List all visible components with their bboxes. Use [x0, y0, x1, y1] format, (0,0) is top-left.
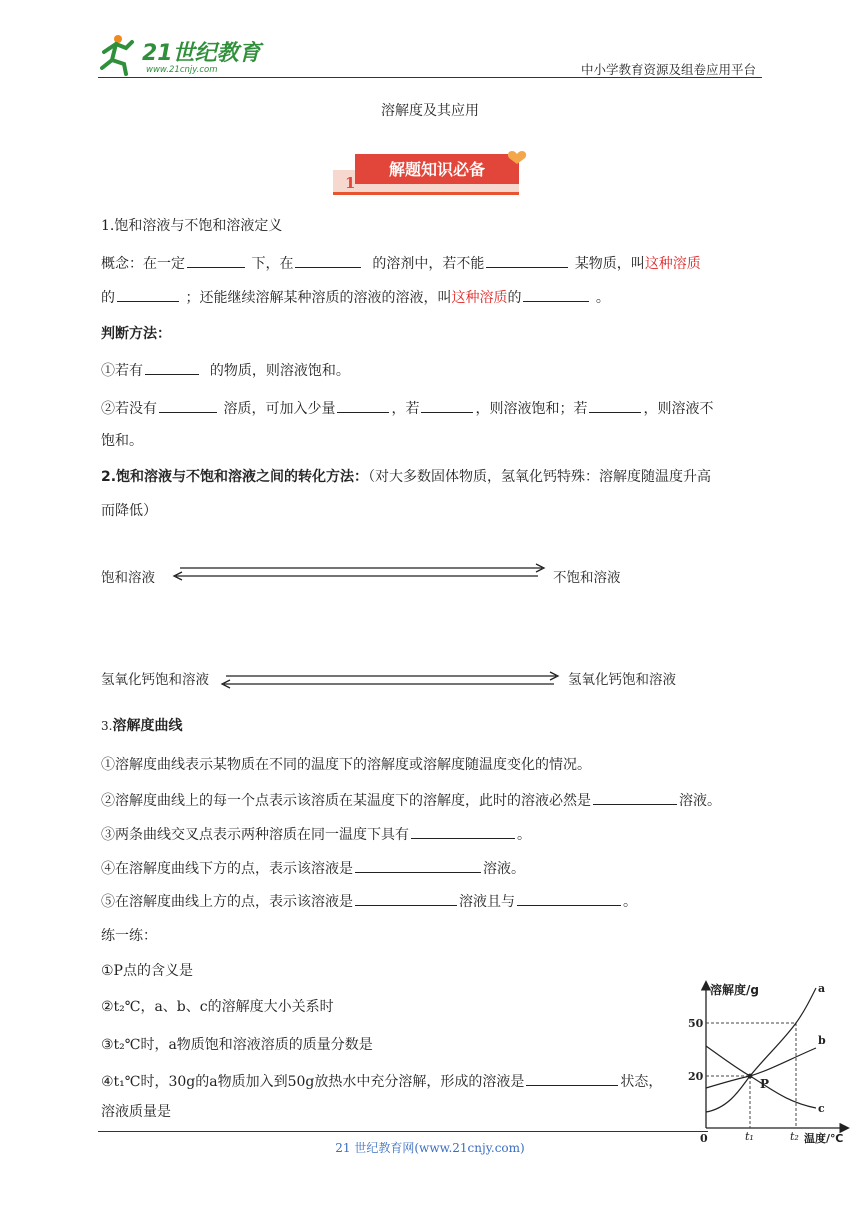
s3-question-4: ④t₁℃时，30g的a物质加入到50g放热水中充分溶解，形成的溶液是 状态，: [101, 1070, 662, 1093]
logo-text: 21世纪教育: [142, 41, 261, 66]
s2-caoh2-left-label: 氢氧化钙饱和溶液: [101, 672, 209, 688]
runner-icon: [102, 35, 132, 74]
s3-item-3: ③两条曲线交叉点表示两种溶质在同一温度下具有 。: [101, 823, 531, 846]
x-tick-t1: t₁: [745, 1130, 754, 1143]
s1-concept-line2: 的 ；还能继续溶解某种溶质的溶液的溶液，叫这种溶质的 。: [101, 286, 610, 309]
s3-practice-label: 练一练：: [101, 928, 157, 944]
header-divider: [98, 77, 762, 78]
s2-heading-cont: 而降低）: [101, 503, 157, 519]
s2-saturated-label: 饱和溶液: [101, 570, 155, 586]
s1-method-1: ①若有 的物质，则溶液饱和。: [101, 359, 350, 382]
s3-item-4: ④在溶解度曲线下方的点，表示该溶液是 溶液。: [101, 857, 525, 880]
page-title: 溶解度及其应用: [381, 103, 479, 119]
section-banner: [333, 148, 529, 198]
banner-number: 1: [345, 174, 356, 192]
s1-method-2: ②若没有 溶质，可加入少量 ，若 ，则溶液饱和；若 ，则溶液不: [101, 397, 713, 420]
s1-method-heading: 判断方法：: [101, 326, 171, 342]
s3-question-1: ①P点的含义是: [101, 963, 193, 979]
y-tick-20: 20: [688, 1070, 704, 1083]
footer-divider: [98, 1131, 708, 1132]
s3-question-2: ②t₂℃，a、b、c的溶解度大小关系时: [101, 999, 334, 1015]
s2-caoh2-right-label: 氢氧化钙饱和溶液: [568, 672, 676, 688]
s2-unsaturated-label: 不饱和溶液: [553, 570, 621, 586]
s2-heading: 2.饱和溶液与不饱和溶液之间的转化方法：（对大多数固体物质，氢氧化钙特殊：溶解度随温度升高: [101, 469, 712, 485]
footer-text: 21 世纪教育网(www.21cnjy.com): [335, 1141, 525, 1155]
solubility-chart: [670, 978, 852, 1148]
logo: [96, 30, 266, 78]
logo-url: www.21cnjy.com: [146, 65, 218, 75]
chart-ylabel: 溶解度/g: [710, 983, 759, 997]
s1-heading: 1.饱和溶液与不饱和溶液定义: [101, 218, 283, 234]
s3-item-2: ②溶解度曲线上的每一个点表示该溶质在某温度下的溶解度，此时的溶液必然是 溶液。: [101, 789, 721, 812]
s3-item-5: ⑤在溶解度曲线上方的点，表示该溶液是 溶液且与 。: [101, 890, 637, 913]
point-p: [748, 1074, 753, 1079]
chart-xlabel: 温度/℃: [804, 1132, 844, 1145]
s1-concept-line1: 概念：在一定 下，在 的溶剂中，若不能 某物质，叫这种溶质: [101, 252, 701, 275]
series-a-label: a: [818, 982, 826, 995]
point-p-label: P: [760, 1077, 770, 1091]
banner-text: 解题知识必备: [388, 160, 486, 179]
y-tick-50: 50: [688, 1017, 704, 1030]
s3-item-1: ①溶解度曲线表示某物质在不同的温度下的溶解度或溶解度随温度变化的情况。: [101, 757, 591, 773]
x-tick-t2: t₂: [790, 1130, 799, 1143]
s2-arrows-2: [218, 670, 564, 692]
s1-method-2-cont: 饱和。: [101, 433, 143, 449]
chart-origin: 0: [700, 1132, 708, 1145]
series-b-label: b: [818, 1034, 826, 1047]
curve-a: [706, 988, 816, 1112]
s3-heading: 3.溶解度曲线: [101, 718, 183, 734]
header-platform-text: 中小学教育资源及组卷应用平台: [580, 62, 756, 77]
s3-question-4-cont: 溶液质量是: [101, 1104, 171, 1120]
s2-arrows-1: [170, 562, 550, 586]
s3-question-3: ③t₂℃时，a物质饱和溶液溶质的质量分数是: [101, 1037, 373, 1053]
series-c-label: c: [818, 1102, 825, 1115]
